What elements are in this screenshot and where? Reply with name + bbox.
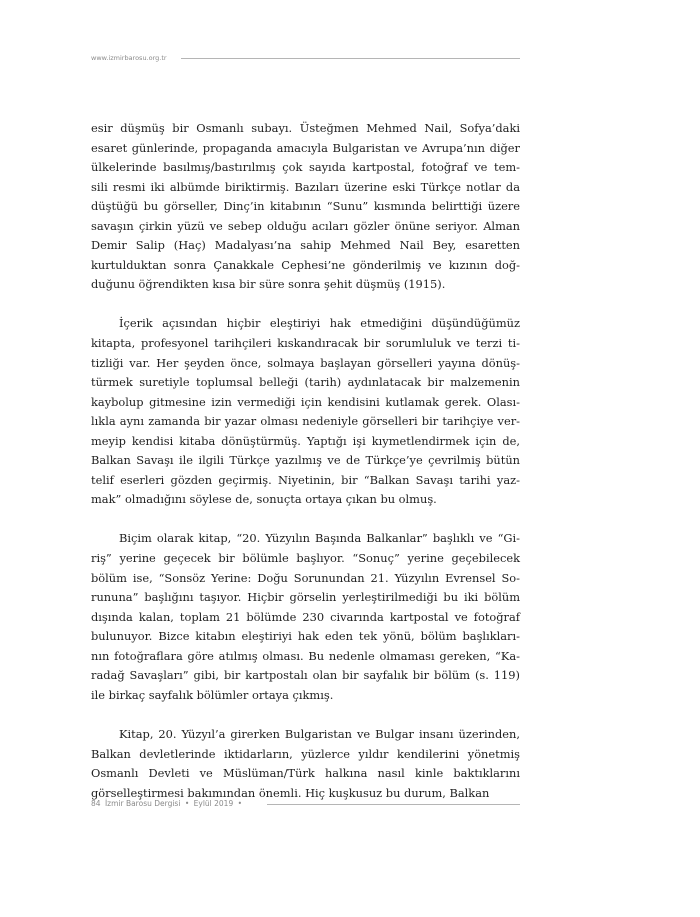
text-line: dışında kalan, toplam 21 bölümde 230 civarında kartpostal ve fotoğraf — [91, 609, 520, 624]
page-number: 84 — [91, 799, 101, 808]
text-line: düştüğü bu görseller, Dinç’in kitabının “Sunu” kısmında belirttiği üzere — [91, 199, 520, 214]
paragraph — [91, 529, 520, 705]
text-line: riş” yerine geçecek bir bölümle başlıyor. “Sonuç” yerine geçebilecek — [91, 551, 520, 566]
paragraph — [91, 119, 520, 295]
text-line: bulunuyor. Bizce kitabın eleştiriyi hak eden tek yönü, bölüm başlıkları- — [91, 629, 520, 644]
text-line: bölüm ise, “Sonsöz Yerine: Doğu Sorunundan 21. Yüzyılın Evrensel So- — [91, 570, 520, 585]
text-line: Kitap, 20. Yüzyıl’a girerken Bulgaristan ve Bulgar insanı üzerinden, — [119, 726, 520, 741]
article-body — [91, 119, 520, 803]
text-line: Demir Salip (Haç) Madalyası’na sahip Mehmed Nail Bey, esaretten — [91, 238, 520, 253]
text-line: esir düşmüş bir Osmanlı subayı. Üsteğmen Mehmed Nail, Sofya’daki — [91, 121, 520, 135]
text-line: ülkelerinde basılmış/bastırılmış çok sayıda kartpostal, fotoğraf ve tem- — [91, 160, 520, 175]
text-line: ile birkaç sayfalık bölümler ortaya çıkmış. — [91, 687, 334, 702]
issue-date: Eylül 2019 — [193, 799, 234, 808]
text-line: radağ Savaşları” gibi, bir kartpostalı olan bir sayfalık bir bölüm (s. 119) — [91, 668, 520, 683]
text-line: duğunu öğrendikten kısa bir süre sonra şehit düşmüş (1915). — [91, 277, 446, 292]
text-line: görselleştirmesi bakımından önemli. Hiç kuşkusuz bu durum, Balkan — [91, 785, 490, 800]
text-line: Osmanlı Devleti ve Müslüman/Türk halkına nasıl kinle baktıklarını — [91, 766, 520, 781]
text-line: kitapta, profesyonel tarihçileri kıskandıracak bir sorumluluk ve terzi ti- — [91, 336, 520, 351]
text-line: kaybolup gitmesine izin vermediği için kendisini kutlamak gerek. Olası- — [91, 394, 520, 409]
text-line: Balkan Savaşı ile ilgili Türkçe yazılmış ve de Türkçe’ye çevrilmiş bütün — [91, 453, 520, 468]
paragraph — [91, 314, 520, 509]
text-line: mak” olmadığını söylese de, sonuçta ortaya çıkan bu olmuş. — [91, 492, 437, 507]
footer-trailing-separator: • — [237, 799, 243, 808]
text-line: telif eserleri gözden geçirmiş. Niyetinin, bir “Balkan Savaşı tarihi yaz- — [91, 472, 520, 487]
text-line: rununa” başlığını taşıyor. Hiçbir görselin yerleştirilmediği bu iki bölüm — [91, 590, 520, 605]
page-footer — [91, 799, 520, 811]
paragraph — [91, 725, 520, 803]
text-line: sili resmi iki albümde biriktirmiş. Bazıları üzerine eski Türkçe notlar da — [91, 179, 520, 194]
text-line: türmek suretiyle toplumsal belleği (tarih) aydınlatacak bir malzemenin — [91, 375, 520, 390]
text-line: meyip kendisi kitaba dönüştürmüş. Yaptığı işi kıymetlendirmek için de, — [91, 433, 520, 448]
text-line: lıkla aynı zamanda bir yazar olması nedeniyle görselleri bir tarihçiye ver- — [91, 414, 520, 429]
header-rule — [181, 58, 520, 59]
text-line: Biçim olarak kitap, “20. Yüzyılın Başında Balkanlar” başlıklı ve “Gi- — [119, 531, 520, 546]
text-line: Balkan devletlerinde iktidarların, yüzlerce yıldır kendilerini yönetmiş — [91, 746, 520, 761]
text-line: nın fotoğraflara göre atılmış olması. Bu nedenle olmaması gereken, “Ka- — [91, 648, 520, 663]
footer-rule — [267, 804, 520, 805]
text-line: İçerik açısından hiçbir eleştiriyi hak etmediğini düşündüğümüz — [119, 316, 520, 331]
header-url: www.izmirbarosu.org.tr — [91, 54, 167, 62]
text-line: savaşın çirkin yüzü ve sebep olduğu acıları gözler önüne seriyor. Alman — [91, 218, 520, 233]
footer-text — [91, 799, 244, 809]
footer-separator: • — [184, 799, 190, 808]
text-line: tizliği var. Her şeyden önce, solmaya başlayan görselleri yayına dönüş- — [91, 355, 520, 370]
journal-name: İzmir Barosu Dergisi — [104, 799, 181, 808]
text-line: kurtulduktan sonra Çanakkale Cephesi’ne gönderilmiş ve kızının doğ- — [91, 257, 520, 272]
text-line: esaret günlerinde, propaganda amacıyla Bulgaristan ve Avrupa’nın diğer — [91, 140, 520, 155]
